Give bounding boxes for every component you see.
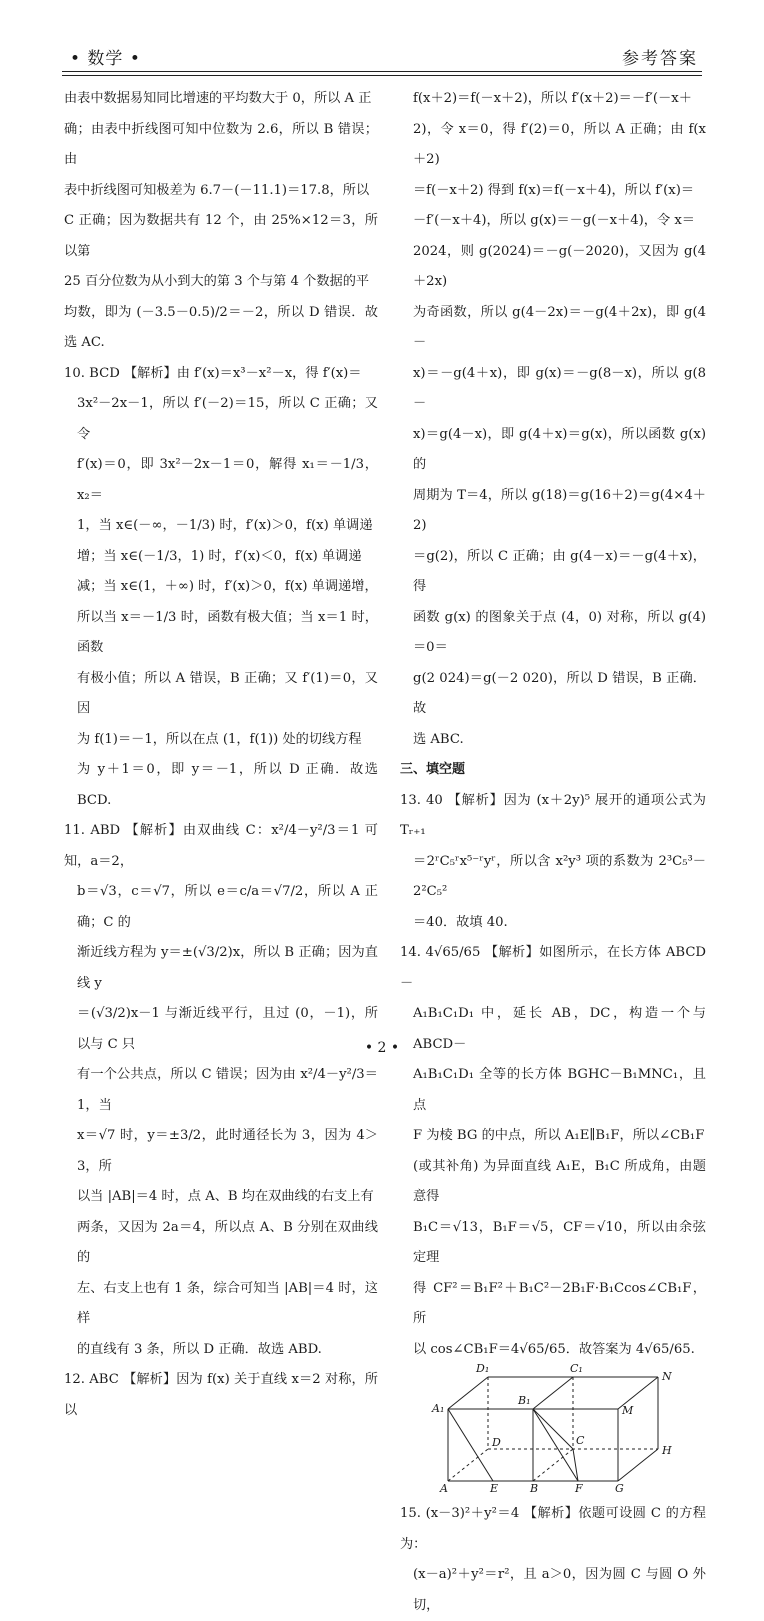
header-rule [62, 71, 702, 72]
text-line: －f′(－x＋4)，所以 g(x)＝－g(－x＋4)，令 x＝ [413, 213, 695, 228]
text-line: 左、右支上也有 1 条，综合可知当 |AB|＝4 时，这样 [77, 1280, 378, 1326]
text-line: f(x＋2)＝f(－x＋2)，所以 f′(x＋2)＝－f′(－x＋ [413, 91, 692, 106]
text-line: 渐近线方程为 y＝±(√3/2)x，所以 B 正确；因为直线 y [77, 945, 378, 991]
text-line: 为奇函数，所以 g(4－2x)＝－g(4＋2x)，即 g(4－ [413, 304, 706, 350]
question-15-line: 15. (x－3)²＋y²＝4 【解析】依题可设圆 C 的方程为： [400, 1506, 706, 1552]
text-line: ＝f(－x＋2) 得到 f(x)＝f(－x＋4)，所以 f′(x)＝ [413, 182, 695, 198]
text-line: B₁C＝√13，B₁F＝√5，CF＝√10，所以由余弦定理 [413, 1219, 706, 1265]
text-line: 有一个公共点，所以 C 错误；因为由 x²/4－y²/3＝1，当 [77, 1067, 378, 1113]
vertex-label-g: G [615, 1482, 624, 1495]
vertex-label-n: N [662, 1370, 672, 1383]
vertex-label-e: E [490, 1482, 499, 1495]
text-line: 所以当 x＝－1/3 时，函数有极大值；当 x＝1 时，函数 [77, 609, 378, 655]
question-10-line: 10. BCD 【解析】由 f′(x)＝x³－x²－x，得 f′(x)＝ [64, 365, 362, 381]
left-column [64, 84, 378, 1426]
text-line: 25 百分位数为从小到大的第 3 个与第 4 个数据的平 [64, 274, 370, 289]
text-line: 以当 |AB|＝4 时，点 A、B 均在双曲线的右支上有 [77, 1189, 374, 1204]
text-line: 为 y＋1＝0，即 y＝－1，所以 D 正确．故选 BCD. [77, 762, 378, 808]
text-line: 两条，又因为 2a＝4，所以点 A、B 分别在双曲线的 [77, 1219, 378, 1265]
text-line: (或其补角) 为异面直线 A₁E，B₁C 所成角，由题意得 [413, 1158, 706, 1204]
text-line: ＝(√3/2)x－1 与渐近线平行，且过 (0，－1)，所以与 C 只 [77, 1006, 378, 1052]
vertex-label-h: H [662, 1444, 672, 1457]
text-line: 以 cos∠CB₁F＝4√65/65．故答案为 4√65/65. [413, 1341, 695, 1357]
text-line: 选 ABC. [413, 731, 464, 747]
text-line: 2024，则 g(2024)＝－g(－2020)，又因为 g(4＋2x) [413, 243, 706, 289]
page-number: • 2 • [364, 1040, 400, 1056]
page-header [0, 0, 764, 80]
text-line: 均数，即为 (－3.5－0.5)/2＝－2，所以 D 错误．故选 AC. [64, 304, 378, 350]
vertex-label-b1: B₁ [518, 1394, 531, 1407]
text-line: x)＝－g(4＋x)，即 g(x)＝－g(8－x)，所以 g(8－ [413, 365, 706, 411]
right-column [400, 84, 706, 1621]
text-line: A₁B₁C₁D₁ 全等的长方体 BGHC－B₁MNC₁，且点 [413, 1067, 706, 1113]
vertex-label-d1: D₁ [476, 1362, 490, 1375]
vertex-label-a1: A₁ [432, 1402, 445, 1415]
vertex-label-b: B [530, 1482, 539, 1495]
vertex-label-c: C [576, 1434, 585, 1447]
text-line: F 为棱 BG 的中点，所以 A₁E∥B₁F，所以∠CB₁F [413, 1128, 705, 1143]
text-line: 3x²－2x－1，所以 f′(－2)＝15，所以 C 正确；又令 [77, 396, 378, 442]
question-14-line: 14. 4√65/65 【解析】如图所示，在长方体 ABCD－ [400, 945, 706, 991]
cuboid-figure [418, 1362, 706, 1499]
text-line: 的直线有 3 条，所以 D 正确．故选 ABD. [77, 1341, 322, 1357]
text-line: f′(x)＝0，即 3x²－2x－1＝0，解得 x₁＝－1/3，x₂＝ [77, 457, 378, 503]
text-line: 减；当 x∈(1，＋∞) 时，f′(x)＞0，f(x) 单调递增， [77, 579, 378, 594]
text-line: x＝√7 时，y＝±3/2，此时通径长为 3，因为 4＞3，所 [77, 1128, 378, 1174]
text-line: 有极小值；所以 A 错误，B 正确；又 f′(1)＝0，又因 [77, 670, 378, 716]
vertex-label-f: F [575, 1482, 583, 1495]
cuboid-diagram [418, 1369, 688, 1499]
vertex-label-a: A [440, 1482, 448, 1495]
text-line: 函数 g(x) 的图象关于点 (4，0) 对称，所以 g(4)＝0＝ [413, 609, 706, 655]
text-line: (x－a)²＋y²＝r²，且 a＞0，因为圆 C 与圆 O 外切， [413, 1567, 706, 1613]
text-line: ＝g(2)，所以 C 正确；由 g(4－x)＝－g(4＋x)，得 [413, 548, 706, 594]
text-line: ＝2ʳC₅ʳx⁵⁻ʳyʳ，所以含 x²y³ 项的系数为 2³C₅³－2²C₅² [413, 853, 706, 899]
header-rule-thin [62, 75, 702, 76]
text-line: 由表中数据易知同比增速的平均数大于 0，所以 A 正 [64, 91, 372, 106]
text-line: ＝40．故填 40. [413, 914, 508, 930]
text-line: 为 f(1)＝－1，所以在点 (1，f(1)) 处的切线方程 [77, 731, 362, 747]
subject-label: • 数学 • [70, 49, 141, 69]
question-11-line: 11. ABD 【解析】由双曲线 C：x²/4－y²/3＝1 可知，a＝2， [64, 823, 378, 869]
text-line: x)＝g(4－x)，即 g(4＋x)＝g(x)，所以函数 g(x) 的 [413, 426, 706, 472]
vertex-label-c1: C₁ [570, 1362, 583, 1375]
text-line: 2)，令 x＝0，得 f′(2)＝0，所以 A 正确；由 f(x＋2) [413, 121, 706, 167]
text-line: 得 CF²＝B₁F²＋B₁C²－2B₁F·B₁Ccos∠CB₁F，所 [413, 1280, 706, 1326]
text-line: A₁B₁C₁D₁ 中，延长 AB，DC，构造一个与 ABCD－ [413, 1006, 706, 1052]
text-line: 表中折线图可知极差为 6.7－(－11.1)＝17.8，所以 [64, 182, 370, 198]
question-13-line: 13. 40 【解析】因为 (x＋2y)⁵ 展开的通项公式为 Tᵣ₊₁ [400, 792, 706, 838]
question-12-line: 12. ABC 【解析】因为 f(x) 关于直线 x＝2 对称，所以 [64, 1372, 378, 1418]
text-line: 确；由表中折线图可知中位数为 2.6，所以 B 错误；由 [64, 121, 378, 167]
section-heading: 三、填空题 [400, 762, 466, 777]
text-line: C 正确；因为数据共有 12 个，由 25%×12＝3，所以第 [64, 213, 378, 259]
text-line: g(2 024)＝g(－2 020)，所以 D 错误，B 正确．故 [413, 670, 706, 716]
text-line: 1，当 x∈(－∞，－1/3) 时，f′(x)＞0，f(x) 单调递 [77, 518, 373, 533]
header-title: 参考答案 [622, 49, 698, 69]
text-line: 增；当 x∈(－1/3，1) 时，f′(x)＜0，f(x) 单调递 [77, 548, 362, 564]
text-line: 周期为 T＝4，所以 g(18)＝g(16＋2)＝g(4×4＋2) [413, 487, 706, 533]
vertex-label-m: M [622, 1404, 634, 1417]
text-line: b＝√3，c＝√7，所以 e＝c/a＝√7/2，所以 A 正确；C 的 [77, 884, 378, 930]
vertex-label-d: D [492, 1436, 501, 1449]
